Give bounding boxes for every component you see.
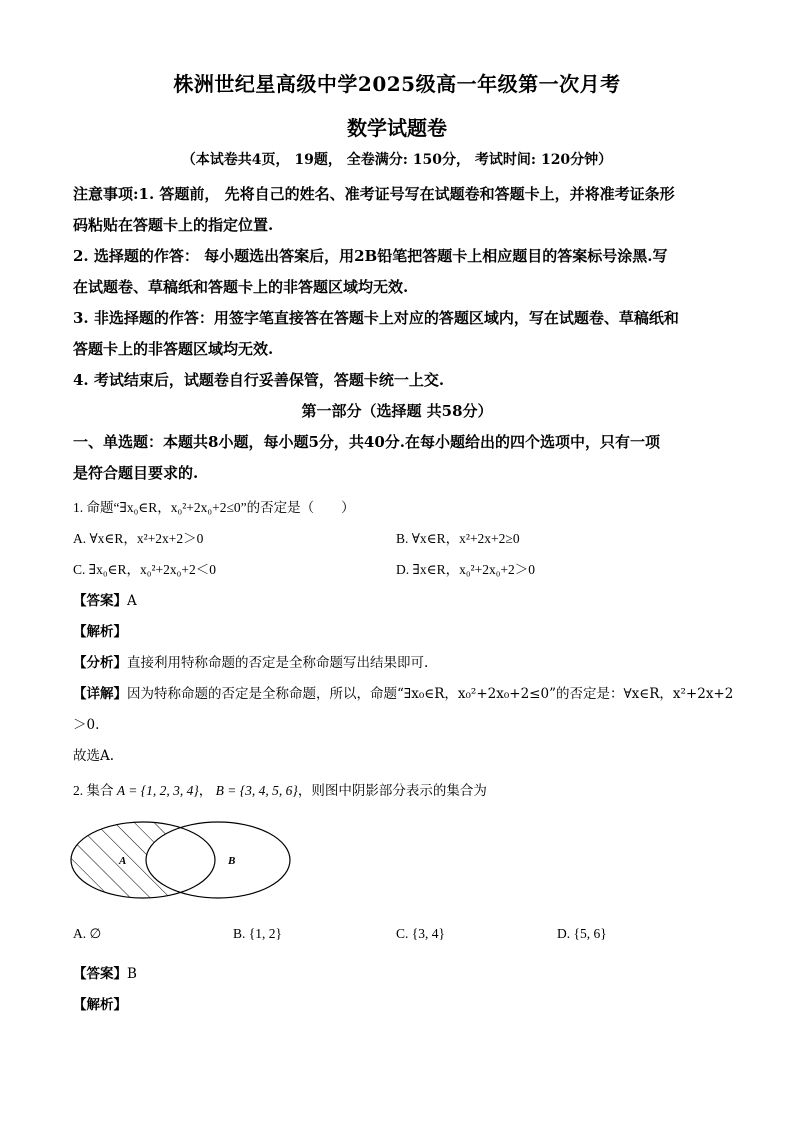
- answer-value: B: [127, 966, 137, 982]
- section-instruction-1: 一、单选题：本题共8小题，每小题5分，共40分.在每小题给出的四个选项中，只有一项: [73, 433, 660, 451]
- q2-set-b: B = {3, 4, 5, 6}: [215, 783, 298, 798]
- exam-title: 株洲世纪星高级中学2025级高一年级第一次月考: [173, 72, 621, 96]
- notes-line-1: 注意事项:1. 答题前， 先将自己的姓名、准考证号写在试题卷和答题卡上，并将准考证条形: [73, 185, 675, 203]
- q2-set-a: A = {1, 2, 3, 4}: [116, 783, 199, 798]
- venn-label-b: B: [228, 855, 236, 867]
- exam-info: （本试卷共4页， 19题， 全卷满分: 150分， 考试时间: 120分钟）: [181, 152, 613, 168]
- q1-option-b: B. ∀x∈R，x²+2x+2≥0: [396, 531, 520, 546]
- q1-stem: 1. 命题“∃x₀∈R，x₀²+2x₀+2≤0”的否定是（ ）: [73, 500, 355, 515]
- notes-line-7: 4. 考试结束后，试题卷自行妥善保管，答题卡统一上交.: [73, 371, 445, 389]
- fenxi-tag: 【分析】: [73, 655, 127, 671]
- notes-line-3: 2. 选择题的作答： 每小题选出答案后，用2B铅笔把答题卡上相应题目的答案标号涂黑.写: [73, 247, 668, 265]
- exam-subtitle: 数学试题卷: [347, 116, 447, 140]
- xiangjie-text-1: 因为特称命题的否定是全称命题，所以，命题“∃x₀∈R，x₀²+2x₀+2≤0”的否定是：∀x∈R，x²+2x+2: [127, 686, 734, 702]
- q1-option-a: A. ∀x∈R，x²+2x+2＞0: [73, 531, 204, 546]
- q1-xiangjie-cont: ＞0.: [73, 717, 100, 733]
- q1-option-c: C. ∃x₀∈R，x₀²+2x₀+2＜0: [73, 562, 216, 577]
- q1-fenxi: [73, 651, 428, 671]
- q2-sep: ，: [198, 783, 213, 798]
- q1-analysis-tag: [73, 620, 127, 640]
- q2-option-a: A. ∅: [73, 926, 102, 941]
- q1-answer: [73, 589, 137, 609]
- q2-stem-suffix: ，则图中阴影部分表示的集合为: [297, 783, 487, 798]
- answer-tag: 【答案】: [73, 966, 127, 982]
- notes-line-6: 答题卡上的非答题区域均无效.: [73, 340, 274, 358]
- q2-option-d: D. {5, 6}: [557, 926, 607, 941]
- section-instruction-2: 是符合题目要求的.: [73, 464, 199, 482]
- q2-stem: [73, 779, 487, 799]
- q2-stem-prefix: 2. 集合: [73, 783, 114, 798]
- answer-value: A: [127, 593, 137, 609]
- notes-line-5: 3. 非选择题的作答：用签字笔直接答在答题卡上对应的答题区域内，写在试题卷、草稿纸和: [73, 309, 679, 327]
- q2-answer: [73, 962, 137, 982]
- fenxi-text: 直接利用特称命题的否定是全称命题写出结果即可.: [127, 655, 429, 671]
- q2-option-b: B. {1, 2}: [233, 926, 282, 941]
- venn-diagram: [70, 818, 300, 908]
- q1-xiangjie: [73, 682, 733, 702]
- answer-tag: 【答案】: [73, 593, 127, 609]
- part-title: 第一部分（选择题 共58分）: [301, 402, 493, 420]
- analysis-tag: 【解析】: [73, 624, 127, 640]
- xiangjie-tag: 【详解】: [73, 686, 127, 702]
- q2-option-c: C. {3, 4}: [396, 926, 445, 941]
- notes-line-4: 在试题卷、草稿纸和答题卡上的非答题区域均无效.: [73, 278, 409, 296]
- notes-line-2: 码粘贴在答题卡上的指定位置.: [73, 216, 274, 234]
- q1-option-d: D. ∃x∈R，x₀²+2x₀+2＞0: [396, 562, 536, 577]
- venn-label-a: A: [119, 855, 127, 867]
- q1-conclusion: 故选A.: [73, 748, 115, 764]
- q2-analysis-tag: [73, 993, 127, 1013]
- analysis-tag: 【解析】: [73, 997, 127, 1013]
